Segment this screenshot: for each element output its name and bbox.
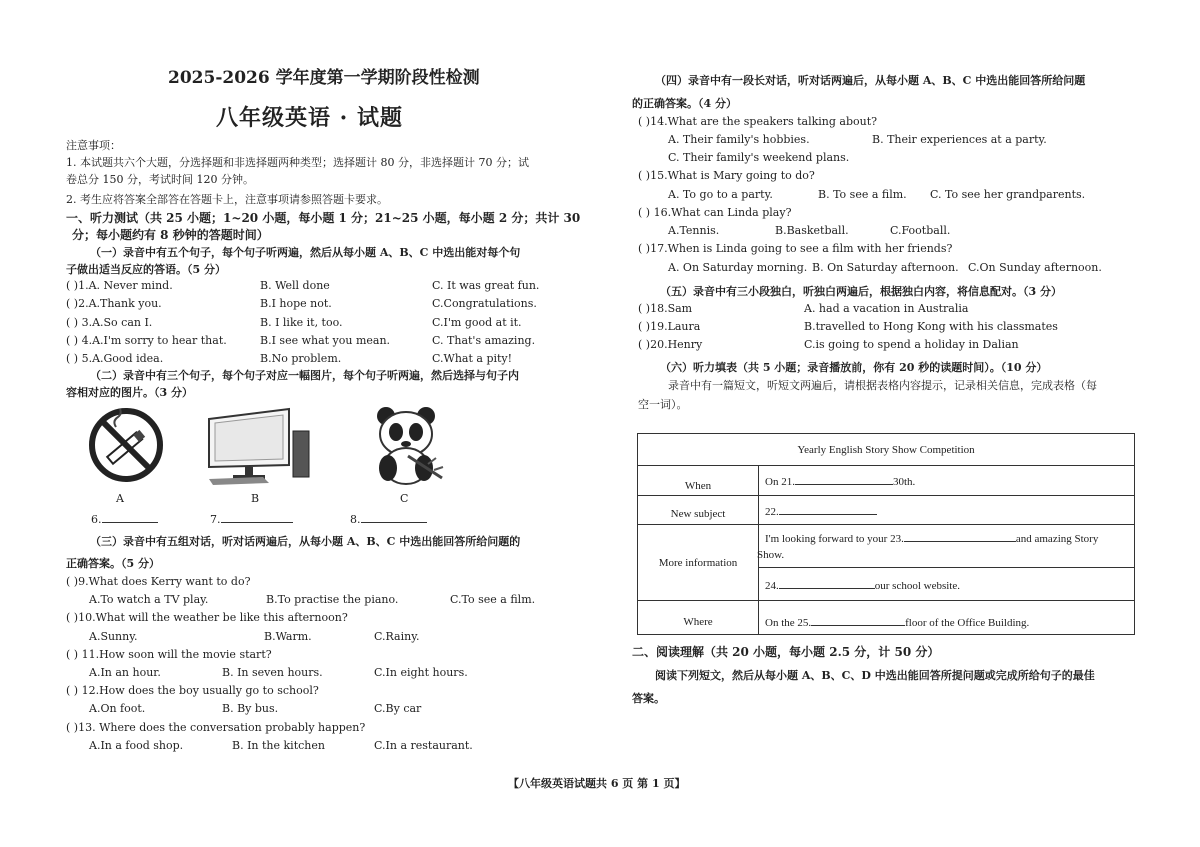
story-show-table <box>637 433 1135 635</box>
picture-label: B <box>251 492 260 505</box>
notes-line: 2. 考生应将答案全部答在答题卡上，注意事项请参照答题卡要求。 <box>66 193 388 206</box>
table-label-where: Where <box>638 601 759 635</box>
section-instruction: （三）录音中有五组对话，听对话两遍后，从每小题 A、B、C 中选出能回答所给问题的 <box>90 535 521 548</box>
table-cell-more-1: I'm looking forward to your 23. and amazing Story Show. <box>759 525 1135 568</box>
match-option: B.travelled to Hong Kong with his classmates <box>804 320 1058 333</box>
computer-icon <box>203 405 313 485</box>
table-cell-where: On the 25. floor of the Office Building. <box>759 601 1135 635</box>
option-c: C.On Sunday afternoon. <box>968 261 1102 274</box>
section-instruction: 阅读下列短文，然后从每小题 A、B、C、D 中选出能回答所提问题或完成所给句子的最佳 <box>655 669 1095 682</box>
option-a: A.To watch a TV play. <box>89 593 209 606</box>
question-item: ( )17.When is Linda going to see a film with her friends? <box>638 242 953 255</box>
question-item: ( ) 12.How does the boy usually go to school? <box>66 684 319 697</box>
question-item: ( )9.What does Kerry want to do? <box>66 575 251 588</box>
answer-blank: 7. <box>210 511 293 527</box>
exam-subtitle: 八年级英语 · 试题 <box>216 105 403 131</box>
option-c: C.To see a film. <box>450 593 536 606</box>
question-item: ( )1.A. Never mind. <box>66 279 173 292</box>
option-c: C. It was great fun. <box>432 279 540 292</box>
question-item: ( ) 3.A.So can I. <box>66 316 153 329</box>
option-a: A.Tennis. <box>668 224 720 237</box>
part1-heading: 一、听力测试（共 25 小题；1~20 小题，每小题 1 分；21~25 小题，每小题 2 分；共计 30 <box>66 211 581 225</box>
option-a: A.Sunny. <box>89 630 138 643</box>
exam-title: 2025-2026 学年度第一学期阶段性检测 <box>168 68 480 88</box>
table-cell-when: On 21. 30th. <box>759 466 1135 496</box>
option-b: B. In seven hours. <box>222 666 323 679</box>
match-item: ( )18.Sam <box>638 302 693 315</box>
option-a: A.On foot. <box>89 702 146 715</box>
option-a: A. Their family's hobbies. <box>668 133 810 146</box>
table-cell-more-2: 24. our school website. <box>759 568 1135 601</box>
answer-blank: 8. <box>350 511 427 527</box>
section-instruction: 子做出适当反应的答语。（5 分） <box>66 263 226 276</box>
option-b: B.To practise the piano. <box>266 593 399 606</box>
notes-line: 1. 本试题共六个大题，分选择题和非选择题两种类型；选择题计 80 分，非选择题计 70 分；试 <box>66 156 529 169</box>
option-b: B.Basketball. <box>775 224 849 237</box>
section-instruction: （四）录音中有一段长对话，听对话两遍后，从每小题 A、B、C 中选出能回答所给问题 <box>655 74 1086 87</box>
option-b: B.I see what you mean. <box>260 334 391 347</box>
no-smoking-icon <box>86 405 166 485</box>
part2-heading: 二、阅读理解（共 20 小题，每小题 2.5 分，计 50 分） <box>632 645 940 659</box>
option-a: A. To go to a party. <box>668 188 773 201</box>
question-item: ( ) 5.A.Good idea. <box>66 352 164 365</box>
section-instruction: 答案。 <box>632 692 665 705</box>
option-b: B. Well done <box>260 279 330 292</box>
section-instruction: （二）录音中有三个句子，每个句子对应一幅图片，每个句子听两遍，然后选择与句子内 <box>90 369 519 382</box>
option-b: B.I hope not. <box>260 297 332 310</box>
question-item: ( ) 4.A.I'm sorry to hear that. <box>66 334 227 347</box>
match-item: ( )20.Henry <box>638 338 703 351</box>
table-cell-subject: 22. <box>759 496 1135 525</box>
option-c: C.In eight hours. <box>374 666 468 679</box>
section-instruction: （五）录音中有三小段独白，听独白两遍后，根据独白内容，将信息配对。（3 分） <box>660 285 1062 298</box>
option-c: C.Rainy. <box>374 630 420 643</box>
picture-label: A <box>116 492 124 505</box>
answer-blank: 6. <box>91 511 158 527</box>
option-b: B.No problem. <box>260 352 342 365</box>
match-item: ( )19.Laura <box>638 320 701 333</box>
question-item: ( )2.A.Thank you. <box>66 297 162 310</box>
option-c: C.I'm good at it. <box>432 316 522 329</box>
question-item: ( )10.What will the weather be like this afternoon? <box>66 611 348 624</box>
option-a: A. On Saturday morning. <box>668 261 808 274</box>
section-instruction: （六）听力填表（共 5 小题；录音播放前，你有 20 秒的读题时间）。（10 分） <box>660 361 1048 374</box>
option-b: B. In the kitchen <box>232 739 325 752</box>
panda-icon <box>368 404 446 486</box>
question-item: ( )13. Where does the conversation probably happen? <box>66 721 366 734</box>
option-c: C.By car <box>374 702 422 715</box>
option-a: A.In an hour. <box>89 666 161 679</box>
table-title: Yearly English Story Show Competition <box>638 434 1135 466</box>
table-label-when: When <box>638 466 759 496</box>
notes-heading: 注意事项： <box>66 139 121 152</box>
notes-line: 卷总分 150 分，考试时间 120 分钟。 <box>66 173 254 186</box>
option-c: C.Congratulations. <box>432 297 537 310</box>
section-description: 空一词）。 <box>638 398 688 411</box>
table-label-subject: New subject <box>638 496 759 525</box>
option-c: C.What a pity! <box>432 352 513 365</box>
question-item: ( )15.What is Mary going to do? <box>638 169 815 182</box>
option-b: B. By bus. <box>222 702 279 715</box>
table-label-more: More information <box>638 525 759 601</box>
question-item: ( )14.What are the speakers talking about? <box>638 115 878 128</box>
option-c: C. Their family's weekend plans. <box>668 151 850 164</box>
part1-heading: 分；每小题约有 8 秒钟的答题时间） <box>72 228 269 242</box>
option-b: B. I like it, too. <box>260 316 343 329</box>
option-c: C. To see her grandparents. <box>930 188 1086 201</box>
section-instruction: 正确答案。（5 分） <box>66 557 160 570</box>
section-instruction: 容相对应的图片。（3 分） <box>66 386 193 399</box>
page-footer: 【八年级英语试题共 6 页 第 1 页】 <box>508 777 686 790</box>
question-item: ( ) 11.How soon will the movie start? <box>66 648 272 661</box>
picture-label: C <box>400 492 409 505</box>
option-c: C.Football. <box>890 224 951 237</box>
option-b: B. Their experiences at a party. <box>872 133 1047 146</box>
option-b: B. On Saturday afternoon. <box>812 261 959 274</box>
section-description: 录音中有一篇短文，听短文两遍后，请根据表格内容提示，记录相关信息，完成表格（每 <box>668 379 1097 392</box>
match-option: C.is going to spend a holiday in Dalian <box>804 338 1019 351</box>
option-b: B. To see a film. <box>818 188 907 201</box>
section-instruction: 的正确答案。（4 分） <box>632 97 737 110</box>
question-item: ( ) 16.What can Linda play? <box>638 206 792 219</box>
section-instruction: （一）录音中有五个句子，每个句子听两遍，然后从每小题 A、B、C 中选出能对每个句 <box>90 246 521 259</box>
match-option: A. had a vacation in Australia <box>804 302 969 315</box>
option-c: C. That's amazing. <box>432 334 536 347</box>
option-b: B.Warm. <box>264 630 312 643</box>
option-c: C.In a restaurant. <box>374 739 473 752</box>
option-a: A.In a food shop. <box>89 739 184 752</box>
